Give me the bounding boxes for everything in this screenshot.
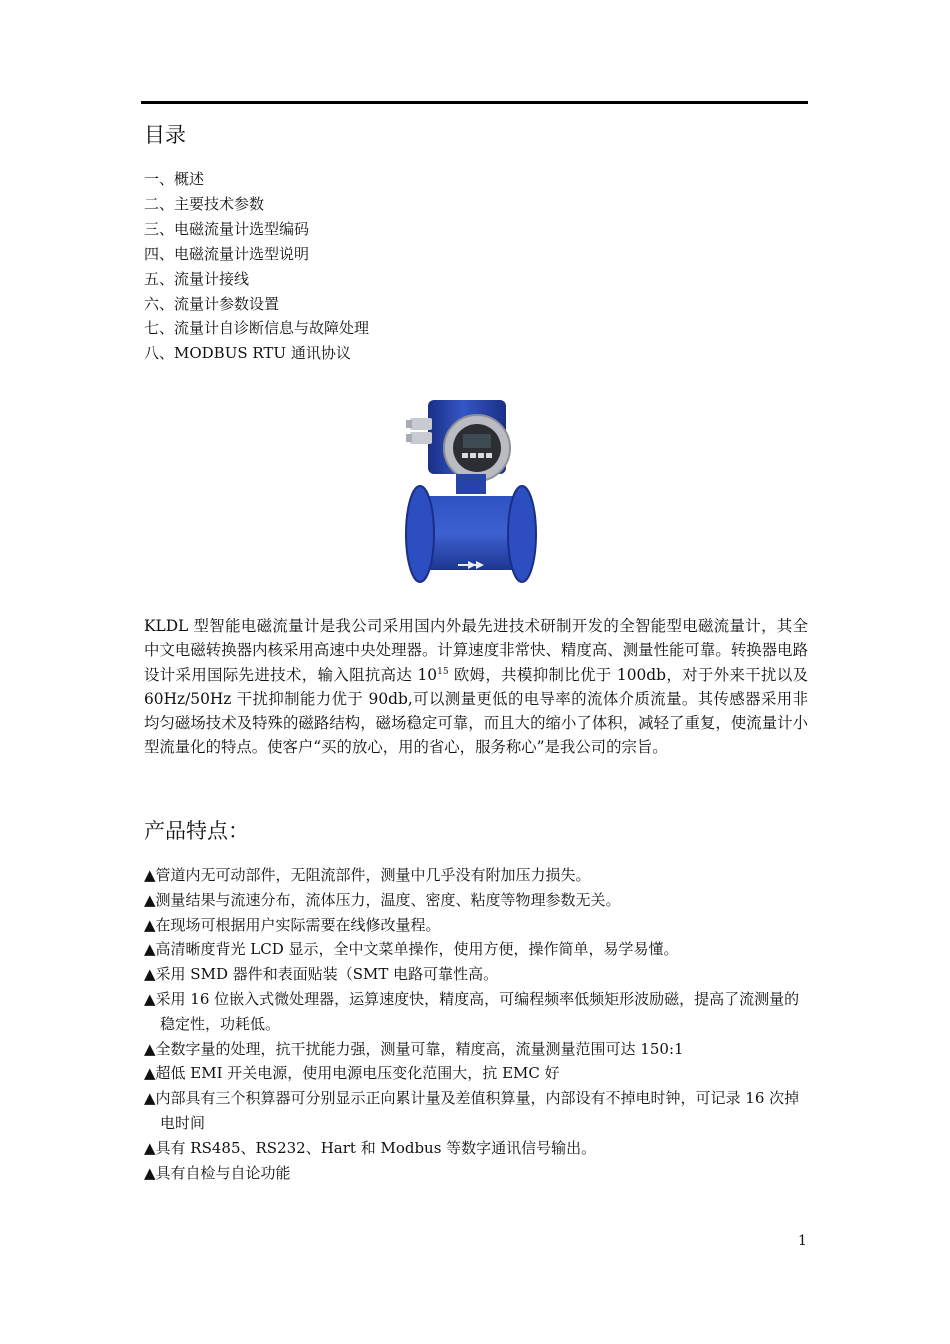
feature-item: ▲采用 16 位嵌入式微处理器，运算速度快，精度高，可编程频率低频矩形波励磁，提高了流测量的稳定性，功耗低。 (144, 989, 800, 1033)
toc-list (144, 167, 369, 366)
feature-item: ▲内部具有三个积算器可分别显示正向累计量及差值积算量，内部设有不掉电时钟，可记录 16 次掉电时间 (144, 1089, 800, 1132)
toc-item[interactable]: 八、MODBUS RTU 通讯协议 (144, 344, 351, 363)
sensor-body (420, 496, 522, 570)
toc-item[interactable]: 六、流量计参数设置 (144, 294, 280, 313)
right-flange (508, 486, 536, 582)
feature-item: ▲管道内无可动部件，无阻流部件，测量中几乎没有附加压力损失。 (144, 866, 591, 884)
feature-item: ▲具有自检与自论功能 (144, 1163, 291, 1182)
device-key (486, 453, 492, 458)
toc-item[interactable]: 三、电磁流量计选型编码 (144, 219, 310, 238)
exponent: 15 (437, 666, 449, 677)
features-list (144, 863, 810, 1185)
feature-item: ▲超低 EMI 开关电源，使用电源电压变化范围大，抗 EMC 好 (144, 1064, 560, 1083)
feature-item: ▲全数字量的处理，抗干扰能力强，测量可靠，精度高，流量测量范围可达 150:1 (144, 1039, 684, 1058)
toc-item[interactable]: 一、概述 (144, 170, 205, 188)
feature-item: ▲具有 RS485、RS232、Hart 和 Modbus 等数字通讯信号输出。 (144, 1138, 597, 1157)
feature-item: ▲采用 SMD 器件和表面贴装（SMT 电路可靠性高。 (144, 965, 499, 984)
device-key (470, 453, 476, 458)
toc-item[interactable]: 四、电磁流量计选型说明 (144, 244, 310, 263)
intro-paragraph: KLDL 型智能电磁流量计是我公司采用国内外最先进技术研制开发的全智能型电磁流量计，其全中文电磁转换器内核采用高速中央处理器。计算速度非常快、精度高、测量性能可靠。转换器电路设计采用国际先进技术，输入阻抗高达 $10^{15}$ 欧姆，共模抑制比优于 100db，对于外来干扰以及 60Hz/50Hz 干扰抑制能力优于 90db,可以测量更低的电导率的流体介质流量。其传感器采用非均匀磁场技术及特殊的磁路结构，磁场稳定可靠，而且大的缩小了体积，减轻了重复，使流量计小型流量化的特点。使客户“买的放心，用的省心，服务称心”是我公司的宗旨。 (144, 617, 808, 757)
header-rule (141, 101, 808, 104)
toc-title: 目录 (144, 123, 186, 147)
device-key (462, 453, 468, 458)
feature-item: ▲高清晰度背光 LCD 显示，全中文菜单操作，使用方便，操作简单，易学易懂。 (144, 940, 679, 959)
toc-item[interactable]: 七、流量计自诊断信息与故障处理 (144, 319, 370, 338)
left-flange (406, 486, 434, 582)
toc-item[interactable]: 五、流量计接线 (144, 269, 250, 288)
lcd-screen (463, 434, 491, 448)
feature-item: ▲在现场可根据用户实际需要在线修改量程。 (144, 915, 441, 934)
page-number: 1 (798, 1233, 807, 1249)
device-key (478, 453, 484, 458)
feature-item: ▲测量结果与流速分布，流体压力，温度、密度、粘度等物理参数无关。 (144, 890, 621, 909)
toc-item[interactable]: 二、主要技术参数 (144, 194, 265, 213)
features-title: 产品特点： (144, 819, 249, 843)
flowmeter-photo (400, 396, 542, 596)
